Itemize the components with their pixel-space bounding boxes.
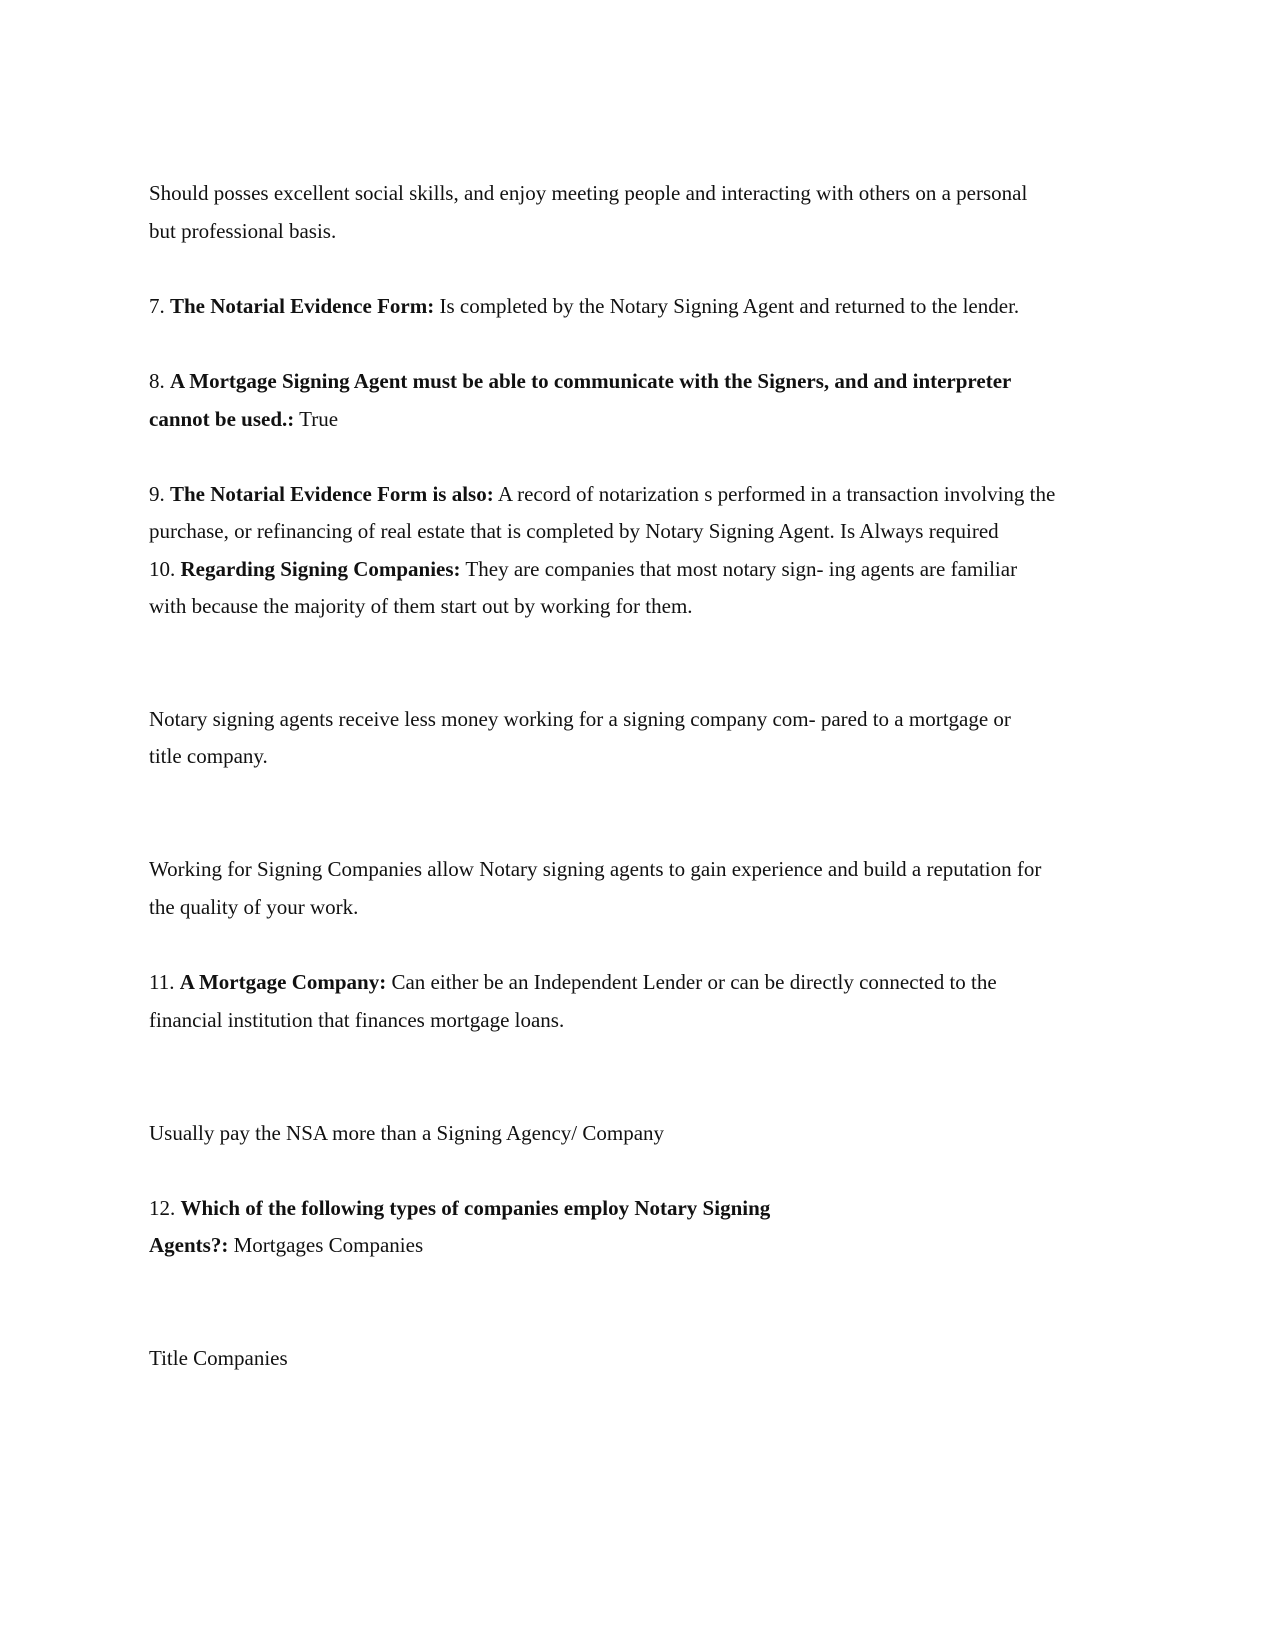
question-8-line-2: cannot be used.: True <box>149 407 339 431</box>
question-7-answer: Is completed by the Notary Signing Agent and returned to the lender. <box>439 294 1020 318</box>
question-9-line-1: 9. The Notarial Evidence Form is also: A record of notarization s performed in a transaction involving the <box>149 482 1056 506</box>
question-7-label: The Notarial Evidence Form: <box>170 294 435 318</box>
paragraph-working-line-1: Working for Signing Companies allow Notary signing agents to gain experience and build a reputation for <box>149 857 1042 881</box>
question-11-line-1: 11. A Mortgage Company: Can either be an Independent Lender or can be directly connected to the <box>149 970 997 994</box>
question-11-line-2: financial institution that finances mortgage loans. <box>149 1008 565 1032</box>
question-8-line-1: 8. A Mortgage Signing Agent must be able to communicate with the Signers, and and interpreter <box>149 369 1012 393</box>
paragraph-working-line-2: the quality of your work. <box>149 895 359 919</box>
paragraph-usually-pay: Usually pay the NSA more than a Signing Agency/ Company <box>149 1121 665 1145</box>
question-10-line-1: 10. Regarding Signing Companies: They are companies that most notary sign- ing agents are familiar <box>149 557 1018 581</box>
intro-line-1: Should posses excellent social skills, and enjoy meeting people and interacting with others on a personal <box>149 181 1028 205</box>
question-12-line-1: 12. Which of the following types of companies employ Notary Signing <box>149 1196 771 1220</box>
question-12-answer: Mortgages Companies <box>233 1233 424 1257</box>
question-10-line-2: with because the majority of them start out by working for them. <box>149 594 693 618</box>
question-8-answer: True <box>299 407 339 431</box>
question-8-label: A Mortgage Signing Agent must be able to communicate with the Signers, and and interpreter <box>170 369 1012 393</box>
intro-line-2: but professional basis. <box>149 219 337 243</box>
question-10-answer: They are companies that most notary sign- ing agents are familiar <box>465 557 1018 581</box>
question-7: 7. The Notarial Evidence Form: Is completed by the Notary Signing Agent and returned to the lender. <box>149 294 1020 318</box>
paragraph-signing-less-line-1: Notary signing agents receive less money working for a signing company com- pared to a mortgage or <box>149 707 1011 731</box>
question-12-label: Which of the following types of companies employ Notary Signing <box>180 1196 771 1220</box>
paragraph-title-companies: Title Companies <box>149 1346 288 1370</box>
question-10-label: Regarding Signing Companies: <box>180 557 461 581</box>
question-9-label: The Notarial Evidence Form is also: <box>170 482 494 506</box>
question-12-line-2: Agents?: Mortgages Companies <box>149 1233 424 1257</box>
question-9-line-2: purchase, or refinancing of real estate that is completed by Notary Signing Agent. Is Always required <box>149 519 999 543</box>
question-11-label: A Mortgage Company: <box>179 970 387 994</box>
question-11-answer: Can either be an Independent Lender or can be directly connected to the <box>391 970 997 994</box>
question-9-answer: A record of notarization s performed in a transaction involving the <box>497 482 1056 506</box>
paragraph-signing-less-line-2: title company. <box>149 744 268 768</box>
